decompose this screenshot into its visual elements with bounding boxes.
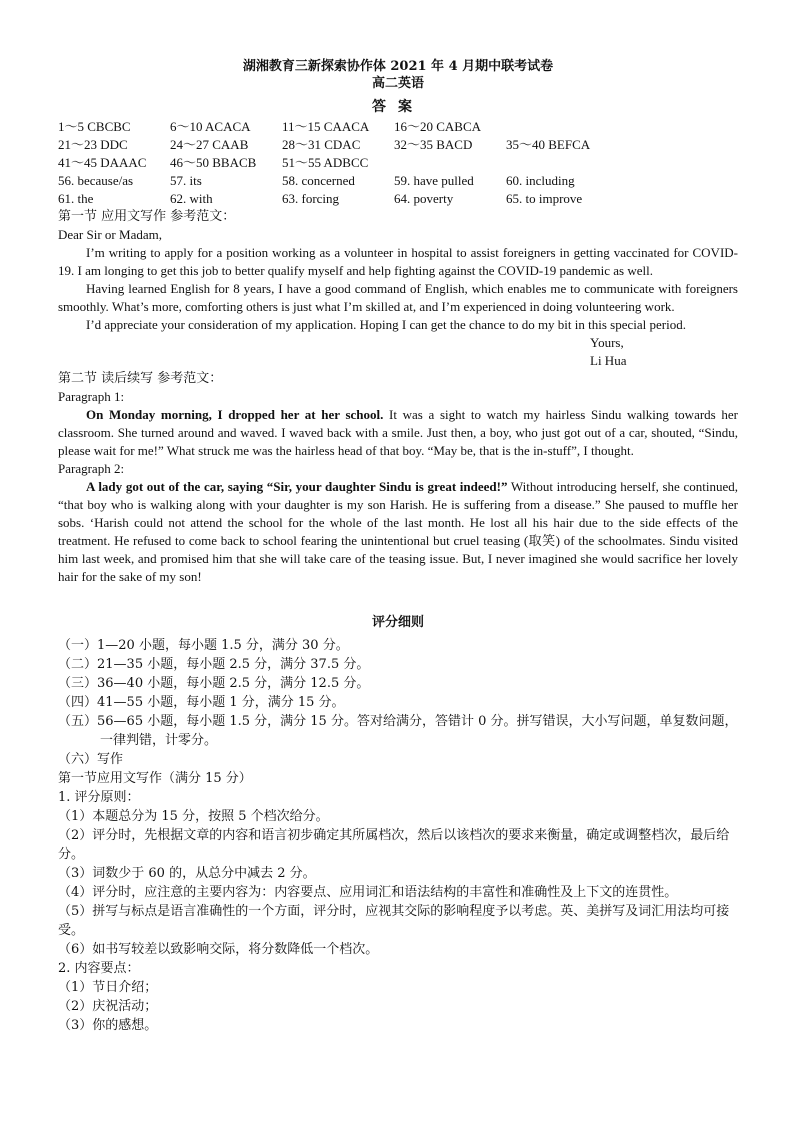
principle-item: （5）拼写与标点是语言准确性的一个方面，评分时，应视其交际的影响程度予以考虑。英、美拼写及词汇用法均可接受。 [58, 904, 730, 938]
answer-cell: 63. forcing [282, 191, 340, 206]
answer-cell: 35～40 BEFCA [506, 137, 591, 152]
answer-cell [506, 118, 618, 136]
points-label: 2. 内容要点： [58, 961, 140, 976]
rubric-heading: 评分细则 [371, 615, 424, 630]
answer-cell: 41～45 DAAAC [58, 155, 147, 170]
answer-cell: 1～5 CBCBC [58, 119, 131, 134]
paragraph-1-body: It was a sight to watch my hairless Sindu walking towards her classroom. She turned around and waved. I waved back with a smile. Just then, a boy, who just got out of a car, shouted, “Sindu, please wait for me!” What struck me was the hairless head of that boy. “May be, that is the in-stuff”, I thought. [58, 407, 738, 458]
answer-cell: 60. including [506, 173, 575, 188]
point-item: （3）你的感想。 [58, 1018, 158, 1033]
paragraph-1-lead: On Monday morning, I dropped her at her school. [86, 407, 384, 422]
principle-item: （1）本题总分为 15 分，按照 5 个档次给分。 [58, 809, 329, 824]
answer-cell: 6～10 ACACA [170, 119, 251, 134]
answer-cell: 46～50 BBACB [170, 155, 257, 170]
answer-cell: 59. have pulled [394, 173, 474, 188]
letter-paragraph-2: Having learned English for 8 years, I have a good command of English, which enables me to communicate with foreigners smoothly. What’s more, comforting others is just what I’m skilled at, and I’m experienced in doing volunteering work. [58, 281, 738, 314]
answer-cell [394, 154, 506, 172]
answer-cell [506, 154, 618, 172]
principle-item: （2）评分时，先根据文章的内容和语言初步确定其所属档次，然后以该档次的要求来衡量，确定或调整档次，最后给分。 [58, 828, 730, 862]
answer-cell: 32～35 BACD [394, 137, 473, 152]
answer-cell: 16～20 CABCA [394, 119, 482, 134]
letter-salutation: Dear Sir or Madam, [58, 227, 162, 242]
answer-cell: 57. its [170, 173, 202, 188]
paragraph-2-label: Paragraph 2: [58, 461, 125, 476]
rubric-item: （一）1—20 小题，每小题 1.5 分，满分 30 分。 [58, 638, 349, 653]
point-item: （2）庆祝活动； [58, 999, 158, 1014]
answer-heading: 答案 [372, 99, 424, 115]
letter-closing: Yours, [590, 335, 624, 350]
rubric-item: （六）写作 [58, 752, 124, 767]
answer-cell: 28～31 CDAC [282, 137, 361, 152]
principle-item: （4）评分时，应注意的主要内容为：内容要点、应用词汇和语法结构的丰富性和准确性及上下文的连贯性。 [58, 885, 678, 900]
letter-paragraph-3: I’d appreciate your consideration of my application. Hoping I can get the chance to do my bit in this special period. [86, 317, 686, 332]
continuation-paragraph-2 [58, 478, 738, 586]
answer-cell: 24～27 CAAB [170, 137, 249, 152]
answer-cell: 21～23 DDC [58, 137, 128, 152]
paragraph-2-lead: A lady got out of the car, saying “Sir, your daughter Sindu is great indeed!” [86, 479, 508, 494]
answer-cell: 51～55 ADBCC [282, 155, 369, 170]
answer-cell: 64. poverty [394, 191, 454, 206]
answer-cell: 62. with [170, 191, 213, 206]
section1-label: 第一节 应用文写作 参考范文： [58, 209, 236, 224]
document-title: 湖湘教育三新探索协作体 2021 年 4 月期中联考试卷 [242, 59, 554, 74]
rubric-item: （二）21—35 小题，每小题 2.5 分，满分 37.5 分。 [58, 657, 370, 672]
answer-cell: 58. concerned [282, 173, 355, 188]
rubric-section [58, 636, 738, 1035]
answer-cell: 56. because/as [58, 173, 134, 188]
rubric-item: （三）36—40 小题，每小题 2.5 分，满分 12.5 分。 [58, 676, 370, 691]
principle-item: （6）如书写较差以致影响交际，将分数降低一个档次。 [58, 942, 379, 957]
rubric-item: （五）56—65 小题，每小题 1.5 分，满分 15 分。答对给满分，答错计 0 分。拼写错误，大小写问题，单复数问题，一律判错，计零分。 [58, 714, 738, 748]
continuation-paragraph-1 [58, 406, 738, 460]
principle-label: 1. 评分原则： [58, 790, 140, 805]
point-item: （1）节日介绍； [58, 980, 158, 995]
rubric-subheading: 第一节应用文写作（满分 15 分） [58, 771, 252, 786]
paragraph-1-label: Paragraph 1: [58, 389, 125, 404]
answer-cell: 61. the [58, 191, 94, 206]
principle-item: （3）词数少于 60 的，从总分中减去 2 分。 [58, 866, 316, 881]
answer-key-grid [58, 118, 738, 208]
letter-paragraph-1: I’m writing to apply for a position working as a volunteer in hospital to assist foreigners in getting vaccinated for COVID-19. I am longing to get this job to better qualify myself and help fighting against the COVID-19 pandemic as well. [58, 245, 738, 278]
rubric-item: （四）41—55 小题，每小题 1 分，满分 15 分。 [58, 695, 345, 710]
paragraph-2-body: Without introducing herself, she continued, “that boy who is walking along with your daughter is my son Harish. He is suffering from a disease.” She paused to muffle her sobs. ‘Harish could not attend the school for the whole of the last month. He lost all his hair due to the side effects of the treatment. He refused to come back to school fearing the unintentional but cruel teasing (取笑) of the schoolmates. Sindu visited him last week, and promised him that she will take care of the teasing issue. But, I never imagined she would sacrifice her lovely hair for the sake of my son! [58, 479, 738, 584]
document-subtitle: 高二英语 [371, 76, 424, 91]
letter-signature: Li Hua [590, 353, 627, 368]
answer-cell: 11～15 CAACA [282, 119, 370, 134]
section2-label: 第二节 读后续写 参考范文： [58, 371, 223, 386]
answer-cell: 65. to improve [506, 191, 583, 206]
